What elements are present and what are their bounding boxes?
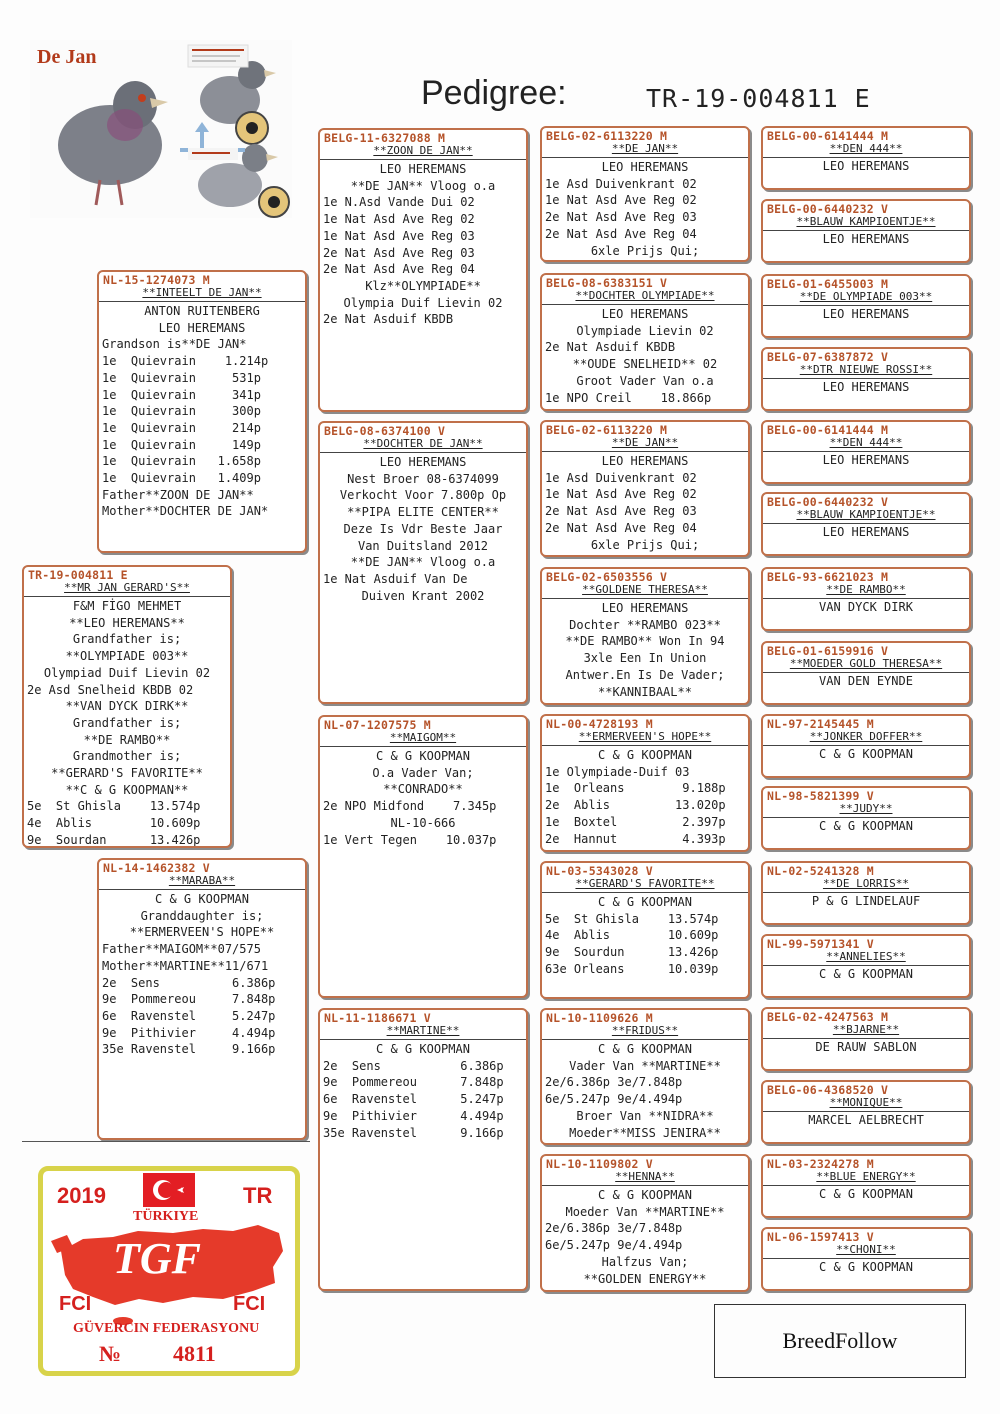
ring-id: BELG-00-6141444 M bbox=[767, 423, 889, 437]
ring-id: BELG-00-6141444 M bbox=[767, 129, 889, 143]
pedigree-line: Grandfather is; bbox=[72, 715, 182, 730]
stamp-fci-right: FCI bbox=[233, 1293, 266, 1315]
pedigree-line: Broer Van **NIDRA** bbox=[576, 1108, 714, 1123]
pigeon-name: **DEN 444** bbox=[829, 142, 903, 155]
pigeon-name: **DE RAMBO** bbox=[826, 583, 906, 596]
ring-id: BELG-02-6503556 V bbox=[546, 570, 668, 584]
divider bbox=[763, 378, 969, 379]
pigeon-card-dam-dam[interactable] bbox=[318, 1008, 528, 1291]
pigeon-card-sds[interactable] bbox=[540, 420, 750, 557]
ring-id: NL-03-2324278 M bbox=[767, 1157, 874, 1171]
ring-id: NL-06-1597413 V bbox=[767, 1230, 874, 1244]
pigeon-name: **JUDY** bbox=[839, 802, 893, 815]
divider bbox=[763, 157, 969, 158]
ring-id: BELG-00-6440232 V bbox=[767, 495, 889, 509]
pedigree-line: Grandmother is; bbox=[72, 749, 182, 764]
pedigree-line: LEO HEREMANS bbox=[822, 525, 910, 539]
pedigree-line: 2e Nat Asd Ave Reg 04 bbox=[323, 262, 475, 277]
pedigree-line: Verkocht Voor 7.800p Op bbox=[339, 488, 507, 503]
pedigree-line: C & G KOOPMAN bbox=[376, 749, 470, 763]
pedigree-line: Mother**DOCHTER DE JAN* bbox=[102, 504, 269, 519]
pedigree-line: 1e Quievrain 1.658p bbox=[102, 454, 261, 469]
pigeon-name: **DEN 444** bbox=[829, 436, 903, 449]
pedigree-line: 2e Nat Asd Ave Reg 04 bbox=[545, 226, 697, 241]
pigeon-name: **MR JAN GERARD'S** bbox=[64, 581, 190, 594]
pigeon-card-g8[interactable] bbox=[761, 641, 971, 705]
pigeon-card-sdd[interactable] bbox=[540, 567, 750, 705]
divider bbox=[542, 304, 748, 305]
pedigree-line: 2e Nat Asd Ave Reg 03 bbox=[545, 504, 697, 519]
divider bbox=[763, 892, 969, 893]
pedigree-line: 2e Sens 6.386p bbox=[102, 975, 276, 990]
divider bbox=[542, 451, 748, 452]
pedigree-line: **DE JAN** Vloog o.a bbox=[350, 555, 496, 570]
pedigree-line: 1e Quievrain 1.214p bbox=[102, 354, 269, 369]
pigeon-card-g10[interactable] bbox=[761, 786, 971, 850]
pedigree-line: **GERARD'S FAVORITE** bbox=[51, 766, 203, 781]
pedigree-line: LEO HEREMANS bbox=[822, 159, 910, 173]
ring-id: NL-11-1186671 V bbox=[324, 1011, 431, 1025]
pigeon-card-g14[interactable] bbox=[761, 1080, 971, 1144]
pigeon-name: **GOLDENE THERESA** bbox=[582, 583, 708, 596]
pedigree-line: 1e Olympiade-Duif 03 bbox=[545, 764, 690, 779]
pigeon-name: **BJARNE** bbox=[832, 1023, 900, 1036]
pedigree-line: 2e NPO Midfond 7.345p bbox=[323, 799, 497, 814]
divider bbox=[320, 1039, 526, 1040]
pedigree-line: 6e Ravenstel 5.247p bbox=[323, 1092, 504, 1107]
stamp-org: TGF bbox=[113, 1234, 201, 1283]
ring-id: NL-10-1109626 M bbox=[546, 1011, 653, 1025]
ring-id: NL-07-1207575 M bbox=[324, 718, 431, 732]
pigeon-card-dam-sire[interactable] bbox=[318, 715, 528, 998]
pedigree-line: 2e Nat Asduif KBDB bbox=[323, 312, 454, 327]
pigeon-name: **DOCHTER DE JAN** bbox=[363, 437, 483, 450]
pigeon-name: **DTR NIEUWE ROSSI** bbox=[799, 363, 933, 376]
pigeon-card-g12[interactable] bbox=[761, 934, 971, 998]
stamp-year: 2019 bbox=[57, 1183, 106, 1208]
pedigree-line: LEO HEREMANS bbox=[822, 232, 910, 246]
pedigree-line: P & G LINDELAUF bbox=[811, 894, 921, 908]
pedigree-line: LEO HEREMANS bbox=[822, 307, 910, 321]
federation-stamp bbox=[38, 1166, 300, 1376]
pedigree-line: 9e Sourdun 13.426p bbox=[545, 945, 719, 960]
pigeon-name: **INTEELT DE JAN** bbox=[142, 286, 262, 299]
pedigree-line: **VAN DYCK DIRK** bbox=[65, 699, 189, 714]
pedigree-line: 63e Orleans 10.039p bbox=[545, 961, 719, 976]
ring-id: BELG-01-6159916 V bbox=[767, 644, 889, 658]
divider bbox=[763, 598, 969, 599]
pigeon-card-dds[interactable] bbox=[540, 1008, 750, 1145]
pedigree-line: 9e Pithivier 4.494p bbox=[102, 1025, 276, 1040]
pedigree-line: MARCEL AELBRECHT bbox=[808, 1113, 924, 1127]
ring-id: BELG-11-6327088 M bbox=[324, 131, 446, 145]
pedigree-line: C & G KOOPMAN bbox=[598, 1188, 692, 1202]
pigeon-card-sire-dam[interactable] bbox=[318, 421, 528, 704]
pedigree-line: LEO HEREMANS bbox=[601, 601, 689, 615]
ring-id: NL-02-5241328 M bbox=[767, 864, 874, 878]
pedigree-line: 1e Nat Asd Ave Reg 02 bbox=[545, 487, 697, 502]
pigeon-card-g9[interactable] bbox=[761, 714, 971, 778]
pedigree-line: **OLYMPIADE 003** bbox=[65, 649, 189, 664]
pedigree-line: LEO HEREMANS bbox=[601, 307, 689, 321]
pigeon-name: **DE LORRIS** bbox=[822, 877, 910, 890]
pedigree-line: 6xle Prijs Qui; bbox=[590, 243, 700, 258]
pigeon-card-g5[interactable] bbox=[761, 420, 971, 484]
ring-number: TR-19-004811 E bbox=[646, 84, 871, 113]
ring-id: BELG-02-6113220 M bbox=[546, 129, 668, 143]
pigeon-name: **CHONI** bbox=[836, 1243, 896, 1256]
ring-id: BELG-00-6440232 V bbox=[767, 202, 889, 216]
pedigree-line: C & G KOOPMAN bbox=[598, 895, 692, 909]
pedigree-line: 2e Nat Asduif KBDB bbox=[545, 340, 676, 355]
pedigree-line: C & G KOOPMAN bbox=[598, 748, 692, 762]
pedigree-line: 35e Ravenstel 9.166p bbox=[323, 1125, 504, 1140]
pedigree-line: Duiven Krant 2002 bbox=[361, 588, 485, 603]
pedigree-line: Father**ZOON DE JAN** bbox=[102, 487, 254, 502]
pedigree-line: **C & G KOOPMAN** bbox=[65, 782, 189, 797]
pedigree-line: Father**MAIGOM**07/575 bbox=[102, 942, 261, 957]
pedigree-line: Olympia Duif Lievin 02 bbox=[343, 295, 503, 310]
stamp-no-label: № bbox=[99, 1341, 122, 1366]
pedigree-line: F&M FİGO MEHMET bbox=[72, 599, 182, 613]
pedigree-line: 2e Hannut 4.393p bbox=[545, 831, 726, 846]
ring-id: BELG-08-6383151 V bbox=[546, 276, 668, 290]
pedigree-line: 9e Pithivier 4.494p bbox=[323, 1108, 504, 1123]
divider bbox=[763, 672, 969, 673]
pedigree-line: 4e Ablis 10.609p bbox=[545, 928, 719, 943]
pedigree-line: 3xle Een In Union bbox=[583, 651, 707, 666]
pigeon-name: **BLUE ENERGY** bbox=[816, 1170, 916, 1183]
pedigree-line: **OUDE SNELHEID** 02 bbox=[572, 357, 718, 372]
pigeon-name: **ERMERVEEN'S HOPE** bbox=[578, 730, 712, 743]
divider bbox=[320, 452, 526, 453]
pedigree-line: 1e Nat Asd Ave Reg 03 bbox=[323, 228, 475, 243]
pigeon-card-g1[interactable] bbox=[761, 126, 971, 190]
pedigree-line: VAN DEN EYNDE bbox=[819, 674, 913, 688]
pedigree-line: 1e Quievrain 1.409p bbox=[102, 471, 261, 486]
pedigree-line: **LEO HEREMANS** bbox=[69, 615, 185, 630]
pedigree-line: Grandfather is; bbox=[72, 632, 182, 647]
pedigree-line: 6e/5.247p 9e/4.494p bbox=[545, 1092, 683, 1107]
pedigree-line: 2e/6.386p 3e/7.848p bbox=[545, 1075, 683, 1090]
divider bbox=[24, 596, 230, 597]
pedigree-line: C & G KOOPMAN bbox=[819, 1260, 913, 1274]
ring-id: NL-15-1274073 M bbox=[103, 273, 210, 287]
pedigree-line: 1e Vert Tegen 10.037p bbox=[323, 832, 497, 847]
breedfollow-logo: BreedFollow bbox=[714, 1304, 966, 1378]
pedigree-line: Antwer.En Is De Vader; bbox=[565, 667, 725, 682]
divider bbox=[542, 892, 748, 893]
divider bbox=[763, 745, 969, 746]
pedigree-line: Halfzus Van; bbox=[601, 1254, 689, 1269]
ring-id: BELG-02-6113220 M bbox=[546, 423, 668, 437]
pedigree-line: Mother**MARTINE**11/671 bbox=[102, 958, 269, 973]
divider bbox=[763, 230, 969, 231]
pigeon-name: **MAIGOM** bbox=[389, 731, 457, 744]
pedigree-line: Olympiade Lievin 02 bbox=[576, 323, 714, 338]
ring-id: NL-10-1109802 V bbox=[546, 1157, 653, 1171]
divider bbox=[763, 523, 969, 524]
pedigree-line: 9e Pommereou 7.848p bbox=[102, 992, 276, 1007]
pedigree-line: 2e Nat Asd Ave Reg 03 bbox=[545, 210, 697, 225]
pedigree-line: 2e Nat Asd Ave Reg 04 bbox=[545, 520, 697, 535]
pedigree-line: **DE JAN** Vloog o.a bbox=[350, 178, 496, 193]
pigeon-name: **DE OLYMPIADE 003** bbox=[799, 290, 933, 303]
pigeon-card-g11[interactable] bbox=[761, 861, 971, 925]
pedigree-line: NL-10-666 bbox=[390, 815, 456, 830]
pigeon-name: **ANNELIES** bbox=[826, 950, 906, 963]
pigeon-name: **MOEDER GOLD THERESA** bbox=[789, 657, 943, 670]
pigeon-name: **GERARD'S FAVORITE** bbox=[575, 877, 715, 890]
pigeon-name: **DOCHTER OLYMPIADE** bbox=[575, 289, 715, 302]
ring-id: BELG-01-6455003 M bbox=[767, 277, 889, 291]
pedigree-line: Nest Broer 08-6374099 bbox=[347, 471, 499, 486]
pigeon-name: **MARTINE** bbox=[386, 1024, 460, 1037]
pedigree-line: 1e Nat Asd Ave Reg 02 bbox=[545, 193, 697, 208]
ring-id: NL-99-5971341 V bbox=[767, 937, 874, 951]
pedigree-line: 2e Nat Asd Ave Reg 03 bbox=[323, 245, 475, 260]
divider bbox=[542, 1039, 748, 1040]
divider bbox=[542, 157, 748, 158]
pedigree-line: Moeder**MISS JENIRA** bbox=[569, 1125, 721, 1140]
ring-id: NL-97-2145445 M bbox=[767, 717, 874, 731]
pigeon-name: **JONKER DOFFER** bbox=[809, 730, 923, 743]
stamp-fci-left: FCI bbox=[59, 1293, 92, 1315]
divider bbox=[320, 159, 526, 160]
pedigree-line: 1e Quievrain 149p bbox=[102, 437, 261, 452]
stamp-number: 4811 bbox=[173, 1341, 216, 1366]
divider bbox=[763, 1258, 969, 1259]
pedigree-line: Moeder Van **MARTINE** bbox=[565, 1204, 725, 1219]
pigeon-card-g2[interactable] bbox=[761, 199, 971, 263]
pigeon-card-g16[interactable] bbox=[761, 1227, 971, 1291]
pedigree-line: Groot Vader Van o.a bbox=[576, 373, 714, 388]
pigeon-card-g6[interactable] bbox=[761, 492, 971, 556]
pedigree-line: 1e Quievrain 341p bbox=[102, 387, 261, 402]
pedigree-line: 1e Quievrain 300p bbox=[102, 404, 261, 419]
divider bbox=[320, 746, 526, 747]
pigeon-card-g13[interactable] bbox=[761, 1007, 971, 1071]
ring-id: BELG-02-4247563 M bbox=[767, 1010, 889, 1024]
pigeon-card-g3[interactable] bbox=[761, 274, 971, 338]
divider bbox=[99, 889, 305, 890]
ring-id: BELG-93-6621023 M bbox=[767, 570, 889, 584]
pedigree-line: C & G KOOPMAN bbox=[819, 1187, 913, 1201]
pigeon-card-g15[interactable] bbox=[761, 1154, 971, 1218]
brand-logo: De Jan bbox=[37, 46, 97, 68]
divider bbox=[763, 1111, 969, 1112]
pedigree-line: C & G KOOPMAN bbox=[155, 892, 249, 906]
pigeon-card-ddd[interactable] bbox=[540, 1154, 750, 1292]
pedigree-line: Klz**OLYMPIADE** bbox=[365, 278, 481, 293]
pedigree-line: LEO HEREMANS bbox=[158, 320, 246, 335]
pedigree-line: 6xle Prijs Qui; bbox=[590, 537, 700, 552]
pedigree-line: O.a Vader Van; bbox=[372, 765, 474, 780]
pedigree-line: C & G KOOPMAN bbox=[819, 819, 913, 833]
pedigree-line: **CONRADO** bbox=[383, 782, 463, 797]
ring-id: NL-14-1462382 V bbox=[103, 861, 210, 875]
pigeon-name: **BLAUW KAMPIOENTJE** bbox=[796, 508, 936, 521]
pedigree-line: 9e Sourdan 13.426p bbox=[27, 832, 201, 847]
divider bbox=[99, 301, 305, 302]
divider bbox=[22, 1141, 310, 1142]
pigeon-name: **DE JAN** bbox=[611, 436, 679, 449]
pigeon-card-g4[interactable] bbox=[761, 347, 971, 411]
pedigree-line: 4e Ablis 10.609p bbox=[27, 816, 201, 831]
divider bbox=[763, 451, 969, 452]
pigeon-name: **MONIQUE** bbox=[829, 1096, 903, 1109]
pedigree-line: C & G KOOPMAN bbox=[819, 747, 913, 761]
pedigree-line: **PIPA ELITE CENTER** bbox=[347, 505, 499, 520]
pedigree-line: **GOLDEN ENERGY** bbox=[583, 1271, 707, 1286]
pigeon-card-dam[interactable] bbox=[97, 858, 307, 1140]
pigeon-name: **DE JAN** bbox=[611, 142, 679, 155]
divider bbox=[763, 1185, 969, 1186]
pigeon-name: **ZOON DE JAN** bbox=[373, 144, 473, 157]
pigeon-name: **FRIDUS** bbox=[611, 1024, 679, 1037]
page-title: Pedigree: bbox=[421, 74, 567, 112]
pedigree-line: LEO HEREMANS bbox=[379, 162, 467, 176]
pigeon-card-dss[interactable] bbox=[540, 714, 750, 852]
pedigree-line: 1e Asd Duivenkrant 02 bbox=[545, 470, 697, 485]
divider bbox=[542, 1185, 748, 1186]
pedigree-line: Granddaughter is; bbox=[140, 908, 264, 923]
pedigree-line: Van Duitsland 2012 bbox=[357, 538, 489, 553]
pedigree-line: VAN DYCK DIRK bbox=[819, 600, 913, 614]
pedigree-line: 1e N.Asd Vande Dui 02 bbox=[323, 195, 475, 210]
pedigree-line: Grandson is**DE JAN* bbox=[102, 337, 247, 352]
pigeon-card-main[interactable] bbox=[22, 565, 232, 848]
pedigree-line: DE RAUW SABLON bbox=[815, 1040, 917, 1054]
divider bbox=[542, 745, 748, 746]
pigeon-card-sss[interactable] bbox=[540, 126, 750, 262]
pedigree-line: LEO HEREMANS bbox=[601, 454, 689, 468]
pedigree-line: **ERMERVEEN'S HOPE** bbox=[129, 925, 275, 940]
pedigree-line: Vader Van **MARTINE** bbox=[569, 1058, 721, 1073]
pigeon-card-g7[interactable] bbox=[761, 567, 971, 631]
pigeon-card-sire[interactable] bbox=[97, 270, 307, 553]
pedigree-line: 1e Nat Asd Ave Reg 02 bbox=[323, 212, 475, 227]
pedigree-line: C & G KOOPMAN bbox=[598, 1042, 692, 1056]
pedigree-line: Deze Is Vdr Beste Jaar bbox=[343, 521, 503, 536]
pedigree-line: 1e Asd Duivenkrant 02 bbox=[545, 176, 697, 191]
pedigree-line: 5e St Ghisla 13.574p bbox=[545, 911, 719, 926]
pedigree-line: C & G KOOPMAN bbox=[819, 967, 913, 981]
pigeon-card-ssd[interactable] bbox=[540, 273, 750, 411]
pedigree-line: Olympiad Duif Lievin 02 bbox=[43, 665, 211, 680]
stamp-federation: GÜVERCIN FEDERASYONU bbox=[73, 1321, 260, 1336]
pedigree-line: 1e Quievrain 214p bbox=[102, 420, 261, 435]
ring-id: BELG-07-6387872 V bbox=[767, 350, 889, 364]
pedigree-line: 1e Nat Asduif Van De bbox=[323, 571, 468, 586]
pigeon-card-dsd[interactable] bbox=[540, 861, 750, 999]
ring-id: NL-00-4728193 M bbox=[546, 717, 653, 731]
divider bbox=[763, 965, 969, 966]
pedigree-line: 2e Sens 6.386p bbox=[323, 1058, 504, 1073]
divider bbox=[763, 1038, 969, 1039]
stamp-country: TÜRKIYE bbox=[133, 1209, 199, 1224]
ring-id: NL-98-5821399 V bbox=[767, 789, 874, 803]
pedigree-line: 2e Asd Snelheid KBDB 02 bbox=[27, 682, 194, 697]
pedigree-line: LEO HEREMANS bbox=[822, 380, 910, 394]
pedigree-line: C & G KOOPMAN bbox=[376, 1042, 470, 1056]
pedigree-line: **KANNIBAAL** bbox=[598, 684, 692, 699]
divider bbox=[542, 598, 748, 599]
pedigree-line: 1e Orleans 9.188p bbox=[545, 781, 726, 796]
pedigree-line: LEO HEREMANS bbox=[601, 160, 689, 174]
pedigree-line: LEO HEREMANS bbox=[822, 453, 910, 467]
pedigree-line: 6e Ravenstel 5.247p bbox=[102, 1008, 276, 1023]
pedigree-line: 9e Pommereou 7.848p bbox=[323, 1075, 504, 1090]
pedigree-line: Dochter **RAMBO 023** bbox=[569, 617, 721, 632]
pigeon-name: **BLAUW KAMPIOENTJE** bbox=[796, 215, 936, 228]
pedigree-line: 6e/5.247p 9e/4.494p bbox=[545, 1238, 683, 1253]
pedigree-line: LEO HEREMANS bbox=[379, 455, 467, 469]
divider bbox=[763, 305, 969, 306]
pedigree-line: 1e Boxtel 2.397p bbox=[545, 814, 726, 829]
pedigree-line: ANTON RUITENBERG bbox=[144, 304, 260, 318]
pedigree-line: **DE RAMBO** bbox=[83, 732, 171, 747]
pedigree-line: 2e Ablis 13.020p bbox=[545, 798, 726, 813]
pedigree-line: 5e St Ghisla 13.574p bbox=[27, 799, 201, 814]
pedigree-line: **DE RAMBO** Won In 94 bbox=[565, 634, 725, 649]
stamp-country-code: TR bbox=[243, 1183, 273, 1208]
ring-id: BELG-08-6374100 V bbox=[324, 424, 446, 438]
divider bbox=[763, 817, 969, 818]
pigeon-name: **MARABA** bbox=[168, 874, 236, 887]
pedigree-line: 35e Ravenstel 9.166p bbox=[102, 1042, 276, 1057]
pedigree-line: 1e NPO Creil 18.866p bbox=[545, 390, 712, 405]
pedigree-line: 1e Quievrain 531p bbox=[102, 370, 261, 385]
ring-id: TR-19-004811 E bbox=[28, 568, 128, 582]
pigeon-card-sire-sire[interactable] bbox=[318, 128, 528, 412]
ring-id: NL-03-5343028 V bbox=[546, 864, 653, 878]
ring-id: BELG-06-4368520 V bbox=[767, 1083, 889, 1097]
pedigree-line: 2e/6.386p 3e/7.848p bbox=[545, 1221, 683, 1236]
pigeon-name: **HENNA** bbox=[615, 1170, 675, 1183]
